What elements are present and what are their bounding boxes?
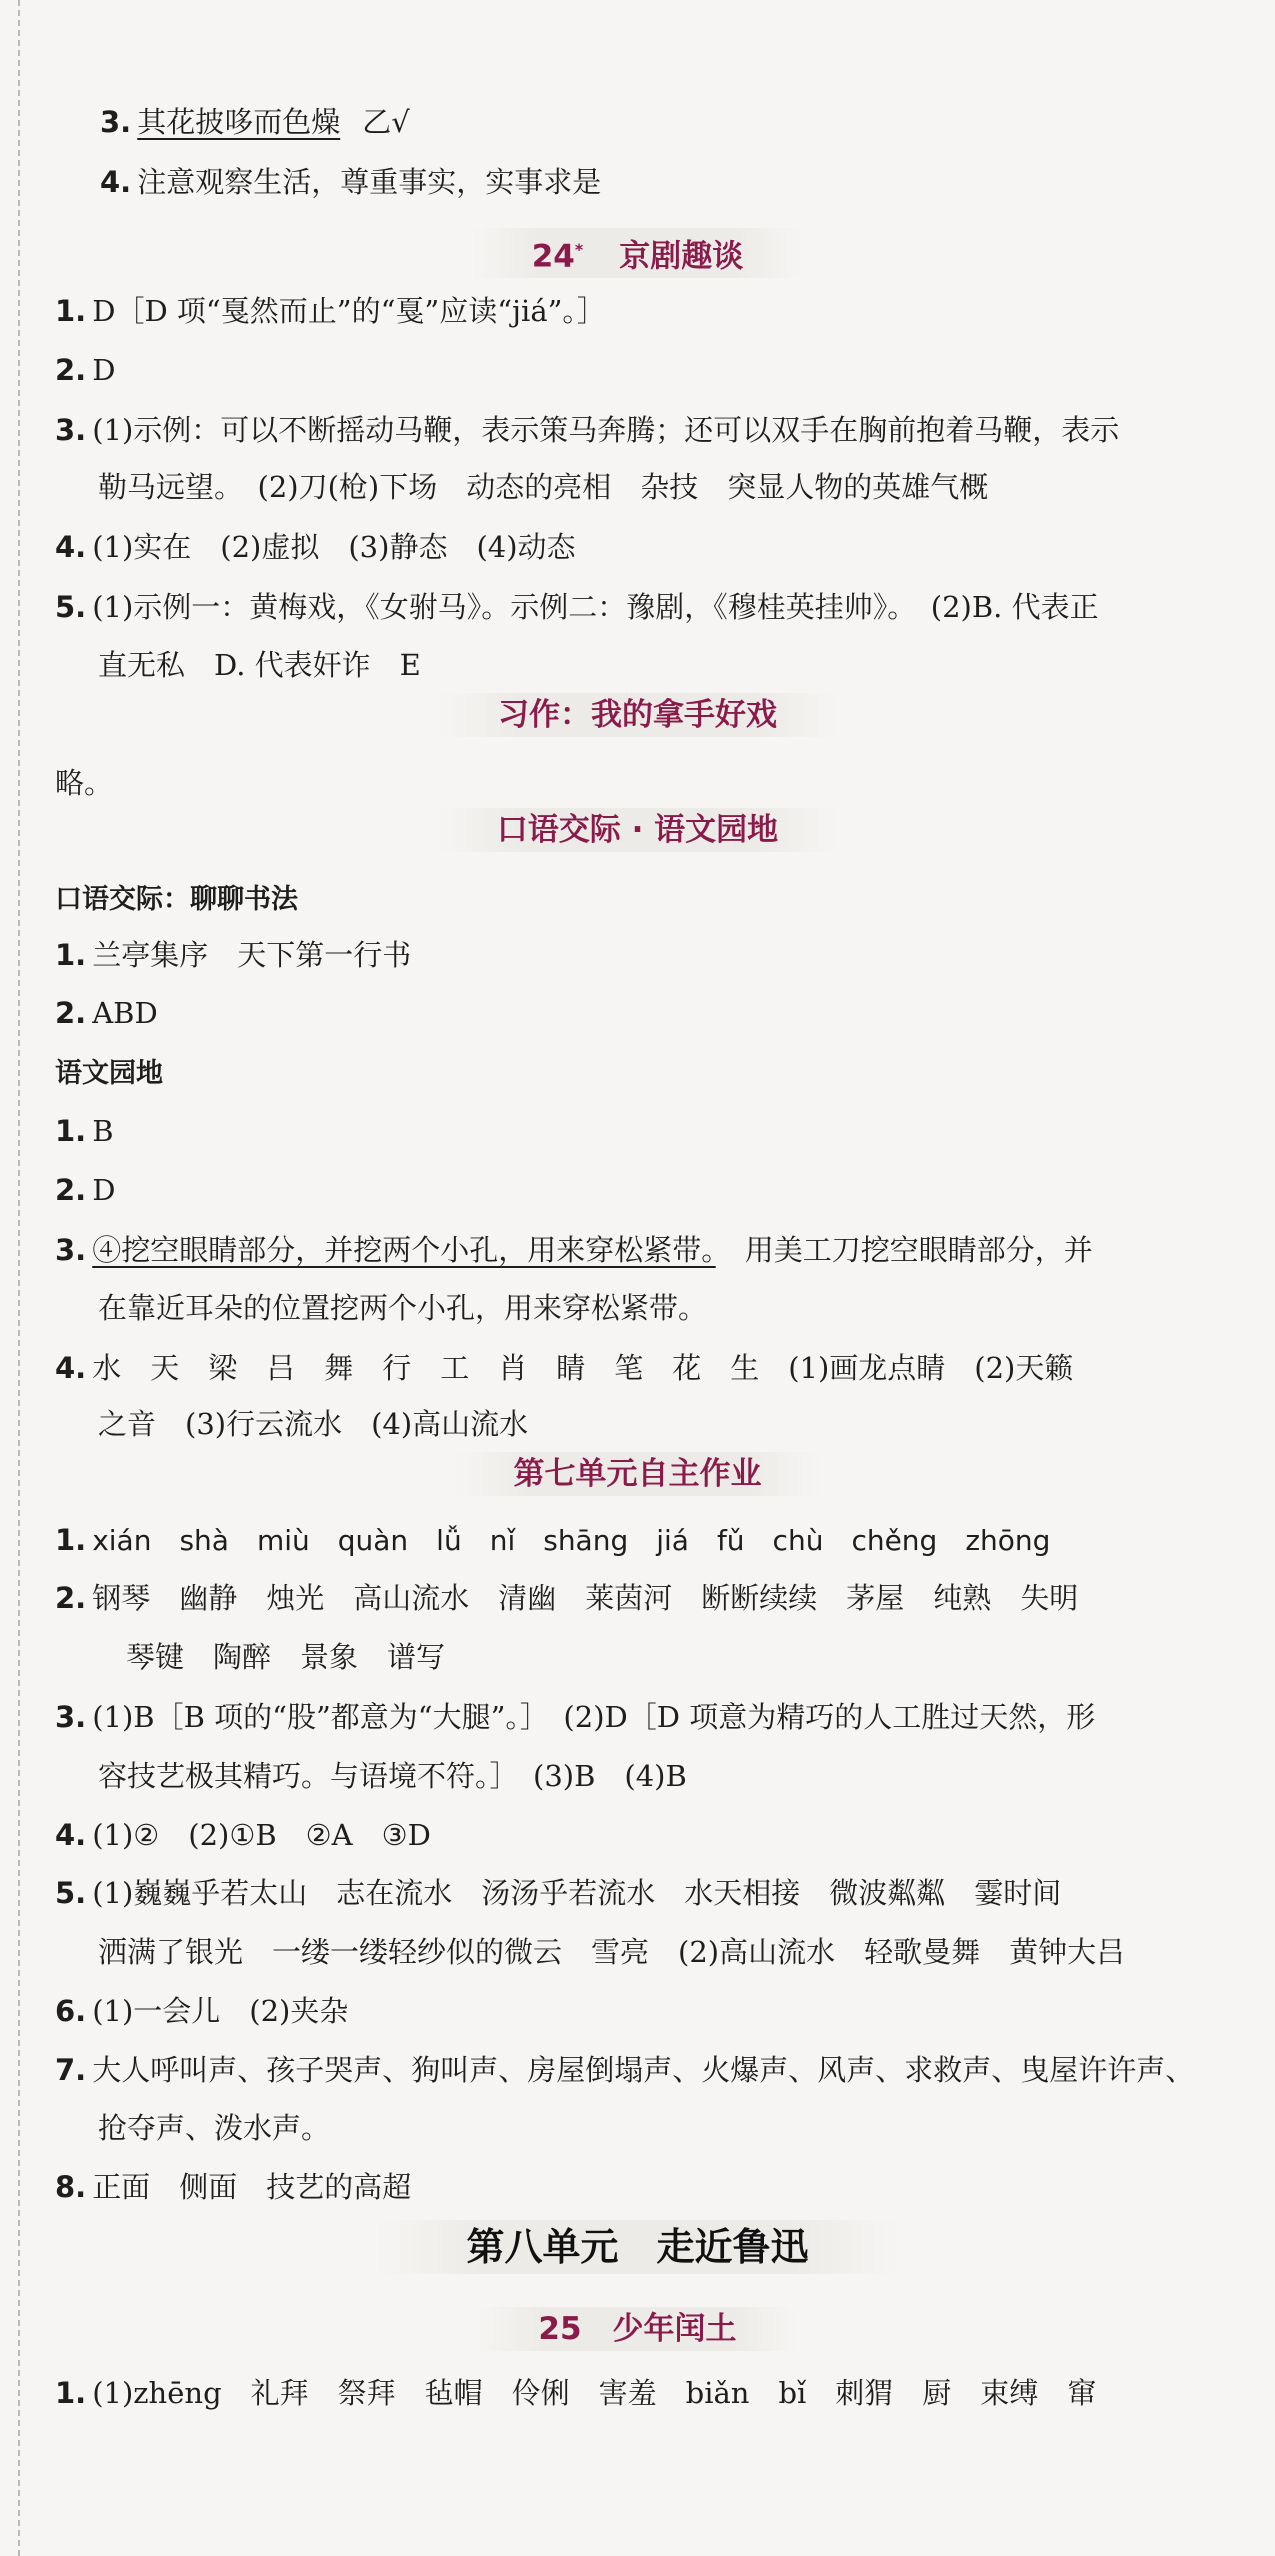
answer-item: 5. (1)巍巍乎若太山 志在流水 汤汤乎若流水 水天相接 微波粼粼 霎时间 <box>55 1876 1062 1910</box>
lesson-24-heading: 24* 京剧趣谈 <box>0 228 1275 278</box>
answer-item: 3. (1)示例：可以不断摇动马鞭，表示策马奔腾；还可以双手在胸前抱着马鞭，表示 <box>55 413 1120 447</box>
answer-item: 7. 大人呼叫声、孩子哭声、狗叫声、房屋倒塌声、火爆声、风声、求救声、曳屋许许声、 <box>55 2053 1195 2087</box>
subsection-title: 语文园地 <box>55 1058 163 1089</box>
answer-item-continued: 勒马远望。 (2)刀(枪)下场 动态的亮相 杂技 突显人物的英雄气概 <box>98 470 989 504</box>
answer-item-continued: 琴键 陶醉 景象 谱写 <box>126 1640 446 1674</box>
writing-heading: 习作：我的拿手好戏 <box>0 693 1275 737</box>
answer-item: 2. D <box>55 1173 116 1207</box>
answer-item-continued: 抢夺声、泼水声。 <box>98 2111 331 2145</box>
answer-line-4: 4. 注意观察生活，尊重事实，实事求是 <box>100 165 602 199</box>
answer-item-continued: 直无私 D. 代表奸诈 E <box>98 648 421 682</box>
answer-item-continued: 容技艺极其精巧。与语境不符。］ (3)B (4)B <box>98 1759 687 1793</box>
unit8-heading: 第八单元 走近鲁迅 <box>0 2220 1275 2274</box>
oral-garden-heading: 口语交际 · 语文园地 <box>0 808 1275 852</box>
answer-item: 8. 正面 侧面 技艺的高超 <box>55 2170 412 2204</box>
unit7-heading: 第七单元自主作业 <box>0 1452 1275 1496</box>
underlined-answer: 其花披哆而色燥 <box>137 105 341 139</box>
answer-item: 1. xián shà miù quàn lǚ nǐ shāng jiá fǔ chù chěng zhōng <box>55 1523 1051 1557</box>
answer-item: 3. (1)B［B 项的“股”都意为“大腿”。］ (2)D［D 项意为精巧的人工胜过天然，形 <box>55 1700 1096 1734</box>
answer-item-continued: 在靠近耳朵的位置挖两个小孔，用来穿松紧带。 <box>98 1291 708 1325</box>
answer-item: 1. 兰亭集序 天下第一行书 <box>55 938 412 972</box>
answer-item-continued: 之音 (3)行云流水 (4)高山流水 <box>98 1407 529 1441</box>
answer-item: 2. D <box>55 353 116 387</box>
answer-item-continued: 洒满了银光 一缕一缕轻纱似的微云 雪亮 (2)高山流水 轻歌曼舞 黄钟大吕 <box>98 1935 1126 1969</box>
subsection-title: 口语交际：聊聊书法 <box>55 884 298 915</box>
answer-item: 1. B <box>55 1114 114 1148</box>
answer-item: 6. (1)一会儿 (2)夹杂 <box>55 1994 349 2028</box>
answer-item: 4. (1)实在 (2)虚拟 (3)静态 (4)动态 <box>55 530 576 564</box>
answer-item: 1. (1)zhēng 礼拜 祭拜 毡帽 伶俐 害羞 biǎn bǐ 刺猬 厨 束缚 窜 <box>55 2376 1097 2410</box>
lesson-25-heading: 25 少年闰土 <box>0 2307 1275 2351</box>
underlined-answer: ④挖空眼睛部分，并挖两个小孔，用来穿松紧带。 <box>92 1233 716 1267</box>
answer-line-3: 3. 其花披哆而色燥 乙√ <box>100 105 410 139</box>
answer-item: 4. 水 天 梁 吕 舞 行 工 肖 睛 笔 花 生 (1)画龙点睛 (2)天籁 <box>55 1351 1074 1385</box>
answer-item: 4. (1)② (2)①B ②A ③D <box>55 1818 431 1852</box>
answer-item: 1. D［D 项“戛然而止”的“戛”应读“jiá”。］ <box>55 294 606 328</box>
writing-answer: 略。 <box>55 766 114 800</box>
answer-item: 5. (1)示例一：黄梅戏，《女驸马》。示例二：豫剧，《穆桂英挂帅》。 (2)B. 代表正 <box>55 590 1099 624</box>
answer-item: 2. 钢琴 幽静 烛光 高山流水 清幽 莱茵河 断断续续 茅屋 纯熟 失明 <box>55 1581 1079 1615</box>
answer-item: 2. ABD <box>55 996 158 1030</box>
answer-item: 3. ④挖空眼睛部分，并挖两个小孔，用来穿松紧带。 用美工刀挖空眼睛部分，并 <box>55 1233 1093 1267</box>
